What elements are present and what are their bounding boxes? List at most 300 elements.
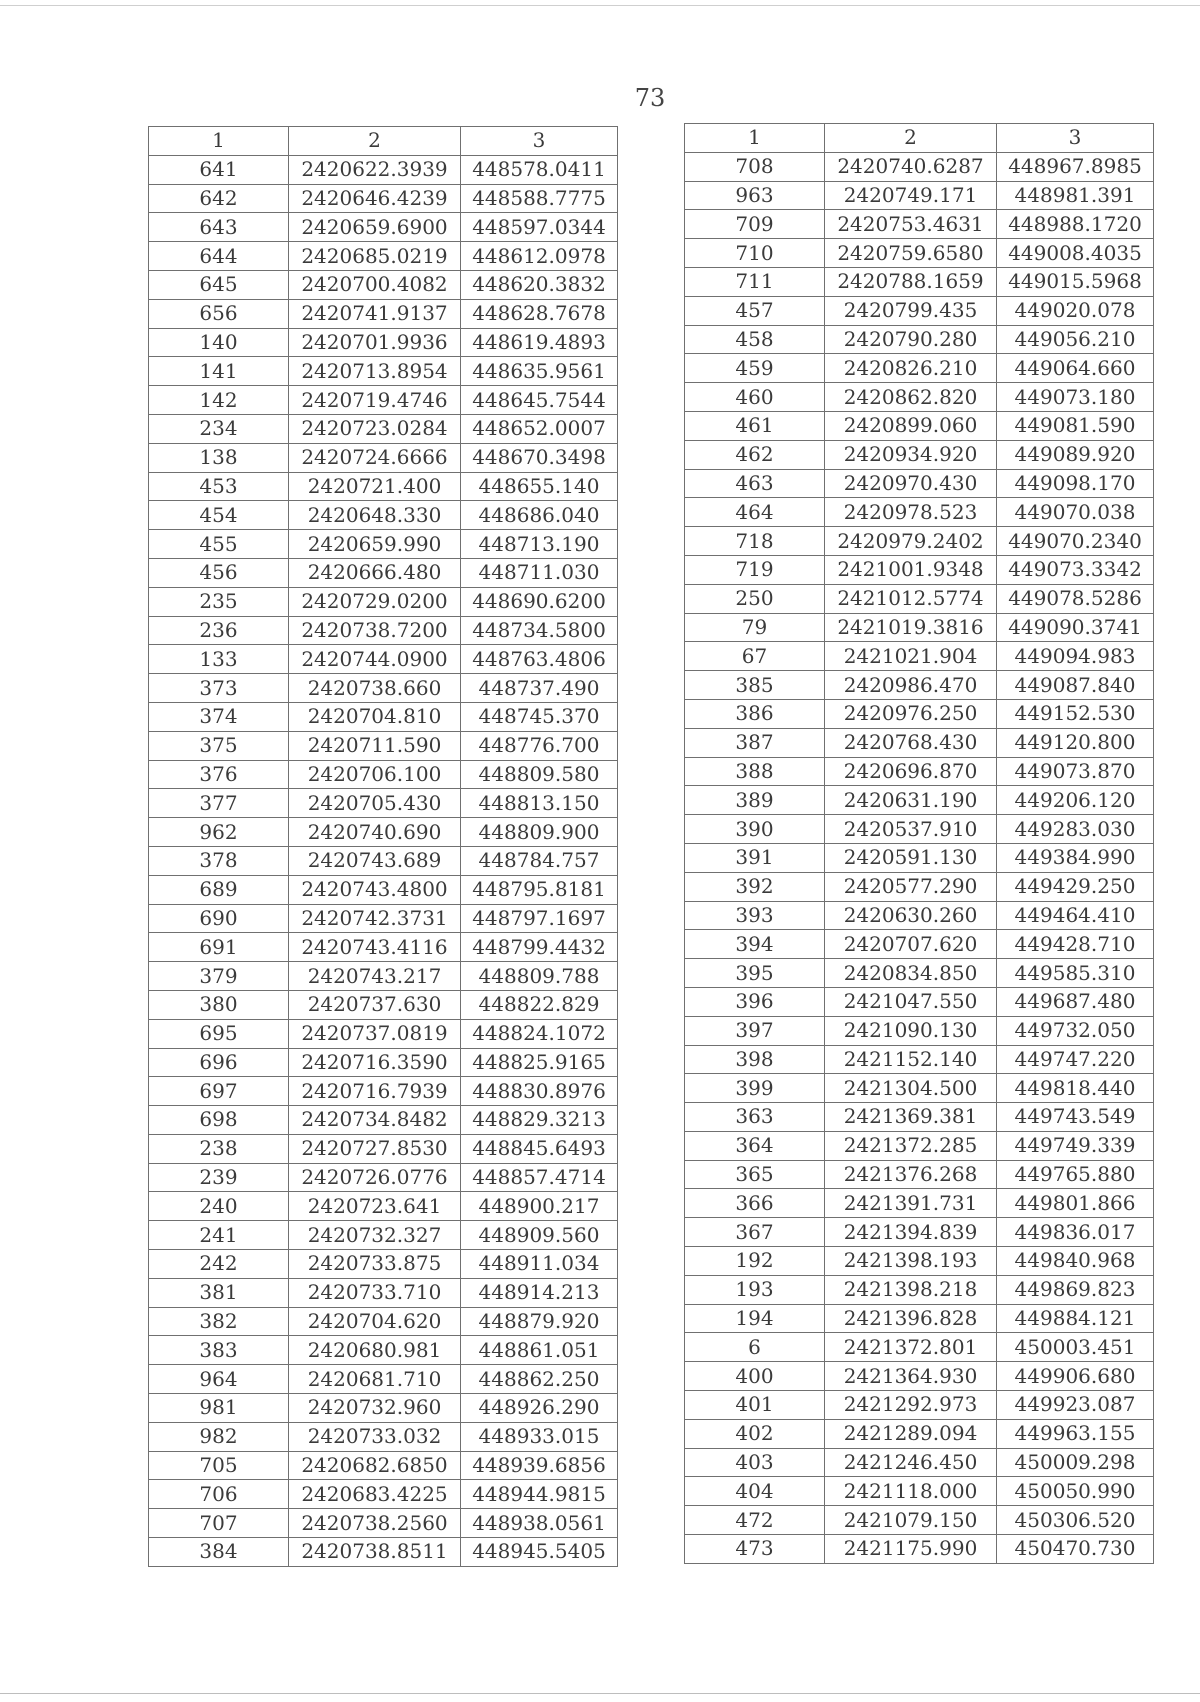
table-row [685, 959, 1154, 988]
table-row [685, 1275, 1154, 1304]
point-number-cell: 363 [685, 1103, 825, 1132]
table-row [685, 469, 1154, 498]
x-coordinate-cell: 2420799.435 [825, 296, 997, 325]
y-coordinate-cell: 448909.560 [461, 1221, 618, 1250]
x-coordinate-cell: 2420648.330 [289, 501, 461, 530]
column-header-point: 1 [685, 124, 825, 153]
point-number-cell: 141 [149, 357, 289, 386]
y-coordinate-cell: 449801.866 [997, 1189, 1154, 1218]
point-number-cell: 718 [685, 527, 825, 556]
point-number-cell: 706 [149, 1480, 289, 1509]
table-row [149, 1480, 618, 1509]
point-number-cell: 695 [149, 1019, 289, 1048]
y-coordinate-cell: 448690.6200 [461, 587, 618, 616]
y-coordinate-cell: 449906.680 [997, 1362, 1154, 1391]
x-coordinate-cell: 2420738.7200 [289, 616, 461, 645]
table-row [149, 789, 618, 818]
table-row [149, 587, 618, 616]
point-number-cell: 365 [685, 1160, 825, 1189]
x-coordinate-cell: 2421376.268 [825, 1160, 997, 1189]
y-coordinate-cell: 449464.410 [997, 901, 1154, 930]
x-coordinate-cell: 2420743.4800 [289, 875, 461, 904]
table-row [685, 555, 1154, 584]
y-coordinate-cell: 448857.4714 [461, 1163, 618, 1192]
point-number-cell: 236 [149, 616, 289, 645]
x-coordinate-cell: 2420716.3590 [289, 1048, 461, 1077]
table-row [149, 213, 618, 242]
table-row [149, 184, 618, 213]
y-coordinate-cell: 448619.4893 [461, 328, 618, 357]
y-coordinate-cell: 448799.4432 [461, 933, 618, 962]
table-row [149, 760, 618, 789]
point-number-cell: 463 [685, 469, 825, 498]
point-number-cell: 642 [149, 184, 289, 213]
x-coordinate-cell: 2421289.094 [825, 1419, 997, 1448]
point-number-cell: 239 [149, 1163, 289, 1192]
point-number-cell: 719 [685, 555, 825, 584]
y-coordinate-cell: 448711.030 [461, 558, 618, 587]
x-coordinate-cell: 2420737.630 [289, 990, 461, 1019]
table-row [149, 1163, 618, 1192]
x-coordinate-cell: 2421021.904 [825, 642, 997, 671]
point-number-cell: 696 [149, 1048, 289, 1077]
point-number-cell: 382 [149, 1307, 289, 1336]
y-coordinate-cell: 449836.017 [997, 1218, 1154, 1247]
point-number-cell: 374 [149, 702, 289, 731]
y-coordinate-cell: 449089.920 [997, 440, 1154, 469]
point-number-cell: 367 [685, 1218, 825, 1247]
table-row [685, 498, 1154, 527]
table-row [149, 990, 618, 1019]
table-row [149, 530, 618, 559]
point-number-cell: 462 [685, 440, 825, 469]
table-row [149, 558, 618, 587]
point-number-cell: 373 [149, 674, 289, 703]
x-coordinate-cell: 2420737.0819 [289, 1019, 461, 1048]
table-row [685, 757, 1154, 786]
y-coordinate-cell: 448737.490 [461, 674, 618, 703]
table-row [685, 1074, 1154, 1103]
point-number-cell: 235 [149, 587, 289, 616]
y-coordinate-cell: 448914.213 [461, 1278, 618, 1307]
point-number-cell: 404 [685, 1477, 825, 1506]
column-header-y: 3 [997, 124, 1154, 153]
x-coordinate-cell: 2420834.850 [825, 959, 997, 988]
x-coordinate-cell: 2421398.193 [825, 1247, 997, 1276]
table-row [685, 1304, 1154, 1333]
table-row [685, 1535, 1154, 1564]
scan-edge-bottom [0, 1693, 1200, 1694]
table-row [685, 383, 1154, 412]
y-coordinate-cell: 449963.155 [997, 1419, 1154, 1448]
y-coordinate-cell: 449020.078 [997, 296, 1154, 325]
point-number-cell: 391 [685, 843, 825, 872]
y-coordinate-cell: 448809.900 [461, 818, 618, 847]
y-coordinate-cell: 448670.3498 [461, 443, 618, 472]
point-number-cell: 377 [149, 789, 289, 818]
table-row [149, 1307, 618, 1336]
table-row [149, 1106, 618, 1135]
y-coordinate-cell: 448861.051 [461, 1336, 618, 1365]
x-coordinate-cell: 2421012.5774 [825, 584, 997, 613]
y-coordinate-cell: 449384.990 [997, 843, 1154, 872]
point-number-cell: 384 [149, 1538, 289, 1567]
x-coordinate-cell: 2420723.641 [289, 1192, 461, 1221]
point-number-cell: 238 [149, 1134, 289, 1163]
y-coordinate-cell: 449765.880 [997, 1160, 1154, 1189]
point-number-cell: 240 [149, 1192, 289, 1221]
table-header-row [685, 124, 1154, 153]
x-coordinate-cell: 2420723.0284 [289, 414, 461, 443]
point-number-cell: 375 [149, 731, 289, 760]
table-row [685, 1247, 1154, 1276]
x-coordinate-cell: 2420696.870 [825, 757, 997, 786]
y-coordinate-cell: 448797.1697 [461, 904, 618, 933]
table-row [685, 728, 1154, 757]
table-row [149, 616, 618, 645]
x-coordinate-cell: 2420705.430 [289, 789, 461, 818]
point-number-cell: 689 [149, 875, 289, 904]
y-coordinate-cell: 448900.217 [461, 1192, 618, 1221]
point-number-cell: 454 [149, 501, 289, 530]
y-coordinate-cell: 450470.730 [997, 1535, 1154, 1564]
x-coordinate-cell: 2420631.190 [825, 786, 997, 815]
table-row [149, 818, 618, 847]
x-coordinate-cell: 2421090.130 [825, 1016, 997, 1045]
point-number-cell: 455 [149, 530, 289, 559]
point-number-cell: 472 [685, 1506, 825, 1535]
point-number-cell: 691 [149, 933, 289, 962]
x-coordinate-cell: 2421369.381 [825, 1103, 997, 1132]
table-row [149, 472, 618, 501]
y-coordinate-cell: 449687.480 [997, 987, 1154, 1016]
x-coordinate-cell: 2420749.171 [825, 181, 997, 210]
point-number-cell: 460 [685, 383, 825, 412]
x-coordinate-cell: 2420646.4239 [289, 184, 461, 213]
point-number-cell: 397 [685, 1016, 825, 1045]
table-row [149, 702, 618, 731]
point-number-cell: 711 [685, 267, 825, 296]
x-coordinate-cell: 2420726.0776 [289, 1163, 461, 1192]
y-coordinate-cell: 449073.870 [997, 757, 1154, 786]
y-coordinate-cell: 449206.120 [997, 786, 1154, 815]
x-coordinate-cell: 2421292.973 [825, 1391, 997, 1420]
y-coordinate-cell: 449015.5968 [997, 267, 1154, 296]
table-row [149, 1250, 618, 1279]
table-row [685, 1362, 1154, 1391]
x-coordinate-cell: 2421304.500 [825, 1074, 997, 1103]
x-coordinate-cell: 2420706.100 [289, 760, 461, 789]
table-row [685, 671, 1154, 700]
point-number-cell: 399 [685, 1074, 825, 1103]
table-row [149, 674, 618, 703]
x-coordinate-cell: 2420978.523 [825, 498, 997, 527]
y-coordinate-cell: 448784.757 [461, 846, 618, 875]
table-row [685, 843, 1154, 872]
y-coordinate-cell: 449747.220 [997, 1045, 1154, 1074]
table-row [685, 527, 1154, 556]
y-coordinate-cell: 449120.800 [997, 728, 1154, 757]
point-number-cell: 644 [149, 242, 289, 271]
x-coordinate-cell: 2420738.660 [289, 674, 461, 703]
table-row [149, 1221, 618, 1250]
point-number-cell: 982 [149, 1422, 289, 1451]
y-coordinate-cell: 448655.140 [461, 472, 618, 501]
table-row [149, 1019, 618, 1048]
point-number-cell: 142 [149, 386, 289, 415]
point-number-cell: 388 [685, 757, 825, 786]
table-row [685, 613, 1154, 642]
y-coordinate-cell: 449094.983 [997, 642, 1154, 671]
table-row [685, 1189, 1154, 1218]
x-coordinate-cell: 2420713.8954 [289, 357, 461, 386]
y-coordinate-cell: 448588.7775 [461, 184, 618, 213]
coordinates-table-left [148, 126, 618, 1567]
point-number-cell: 403 [685, 1448, 825, 1477]
point-number-cell: 242 [149, 1250, 289, 1279]
y-coordinate-cell: 449585.310 [997, 959, 1154, 988]
scan-edge-top [0, 5, 1200, 6]
table-row [149, 1048, 618, 1077]
x-coordinate-cell: 2420733.875 [289, 1250, 461, 1279]
y-coordinate-cell: 449073.3342 [997, 555, 1154, 584]
table-row [685, 1333, 1154, 1362]
column-header-point: 1 [149, 127, 289, 156]
table-row [149, 1365, 618, 1394]
y-coordinate-cell: 448628.7678 [461, 299, 618, 328]
point-number-cell: 643 [149, 213, 289, 242]
point-number-cell: 645 [149, 270, 289, 299]
x-coordinate-cell: 2420666.480 [289, 558, 461, 587]
coordinates-table-right [684, 123, 1154, 1564]
point-number-cell: 964 [149, 1365, 289, 1394]
y-coordinate-cell: 448809.788 [461, 962, 618, 991]
table-row [149, 1509, 618, 1538]
y-coordinate-cell: 448829.3213 [461, 1106, 618, 1135]
x-coordinate-cell: 2421246.450 [825, 1448, 997, 1477]
table-row [685, 901, 1154, 930]
table-row [685, 1131, 1154, 1160]
x-coordinate-cell: 2420979.2402 [825, 527, 997, 556]
point-number-cell: 386 [685, 699, 825, 728]
point-number-cell: 690 [149, 904, 289, 933]
y-coordinate-cell: 448635.9561 [461, 357, 618, 386]
table-row [149, 1451, 618, 1480]
y-coordinate-cell: 448938.0561 [461, 1509, 618, 1538]
y-coordinate-cell: 449008.4035 [997, 239, 1154, 268]
x-coordinate-cell: 2420899.060 [825, 411, 997, 440]
point-number-cell: 398 [685, 1045, 825, 1074]
x-coordinate-cell: 2420740.690 [289, 818, 461, 847]
table-row [685, 930, 1154, 959]
point-number-cell: 473 [685, 1535, 825, 1564]
point-number-cell: 394 [685, 930, 825, 959]
x-coordinate-cell: 2421372.285 [825, 1131, 997, 1160]
x-coordinate-cell: 2420744.0900 [289, 645, 461, 674]
y-coordinate-cell: 448776.700 [461, 731, 618, 760]
table-row [149, 299, 618, 328]
point-number-cell: 459 [685, 354, 825, 383]
table-row [685, 815, 1154, 844]
y-coordinate-cell: 450009.298 [997, 1448, 1154, 1477]
point-number-cell: 366 [685, 1189, 825, 1218]
table-row [149, 357, 618, 386]
point-number-cell: 708 [685, 152, 825, 181]
y-coordinate-cell: 449732.050 [997, 1016, 1154, 1045]
table-row [149, 1394, 618, 1423]
table-row [149, 1134, 618, 1163]
point-number-cell: 453 [149, 472, 289, 501]
x-coordinate-cell: 2420630.260 [825, 901, 997, 930]
x-coordinate-cell: 2420738.2560 [289, 1509, 461, 1538]
table-row [685, 181, 1154, 210]
y-coordinate-cell: 448597.0344 [461, 213, 618, 242]
x-coordinate-cell: 2420743.689 [289, 846, 461, 875]
table-row [149, 1192, 618, 1221]
x-coordinate-cell: 2420659.990 [289, 530, 461, 559]
x-coordinate-cell: 2420727.8530 [289, 1134, 461, 1163]
point-number-cell: 389 [685, 786, 825, 815]
x-coordinate-cell: 2420733.710 [289, 1278, 461, 1307]
x-coordinate-cell: 2421394.839 [825, 1218, 997, 1247]
point-number-cell: 464 [685, 498, 825, 527]
point-number-cell: 393 [685, 901, 825, 930]
x-coordinate-cell: 2420707.620 [825, 930, 997, 959]
table-row [149, 846, 618, 875]
y-coordinate-cell: 448926.290 [461, 1394, 618, 1423]
x-coordinate-cell: 2420622.3939 [289, 155, 461, 184]
column-header-x: 2 [825, 124, 997, 153]
point-number-cell: 194 [685, 1304, 825, 1333]
y-coordinate-cell: 450306.520 [997, 1506, 1154, 1535]
point-number-cell: 364 [685, 1131, 825, 1160]
table-row [685, 1419, 1154, 1448]
table-row [149, 1278, 618, 1307]
x-coordinate-cell: 2421364.930 [825, 1362, 997, 1391]
table-row [685, 1045, 1154, 1074]
y-coordinate-cell: 449884.121 [997, 1304, 1154, 1333]
x-coordinate-cell: 2420683.4225 [289, 1480, 461, 1509]
x-coordinate-cell: 2421118.000 [825, 1477, 997, 1506]
point-number-cell: 401 [685, 1391, 825, 1420]
table-row [149, 731, 618, 760]
point-number-cell: 138 [149, 443, 289, 472]
point-number-cell: 396 [685, 987, 825, 1016]
x-coordinate-cell: 2420700.4082 [289, 270, 461, 299]
y-coordinate-cell: 449090.3741 [997, 613, 1154, 642]
x-coordinate-cell: 2421001.9348 [825, 555, 997, 584]
x-coordinate-cell: 2421372.801 [825, 1333, 997, 1362]
table-row [685, 210, 1154, 239]
y-coordinate-cell: 449064.660 [997, 354, 1154, 383]
point-number-cell: 387 [685, 728, 825, 757]
x-coordinate-cell: 2420741.9137 [289, 299, 461, 328]
point-number-cell: 698 [149, 1106, 289, 1135]
x-coordinate-cell: 2421398.218 [825, 1275, 997, 1304]
y-coordinate-cell: 448734.5800 [461, 616, 618, 645]
x-coordinate-cell: 2421079.150 [825, 1506, 997, 1535]
table-row [149, 875, 618, 904]
point-number-cell: 458 [685, 325, 825, 354]
y-coordinate-cell: 450003.451 [997, 1333, 1154, 1362]
table-row [685, 239, 1154, 268]
table-row [685, 1160, 1154, 1189]
table-row [149, 443, 618, 472]
point-number-cell: 383 [149, 1336, 289, 1365]
table-row [685, 440, 1154, 469]
table-row [685, 872, 1154, 901]
y-coordinate-cell: 448845.6493 [461, 1134, 618, 1163]
y-coordinate-cell: 450050.990 [997, 1477, 1154, 1506]
table-row [685, 584, 1154, 613]
table-row [149, 414, 618, 443]
x-coordinate-cell: 2420733.032 [289, 1422, 461, 1451]
point-number-cell: 395 [685, 959, 825, 988]
x-coordinate-cell: 2420732.960 [289, 1394, 461, 1423]
y-coordinate-cell: 448822.829 [461, 990, 618, 1019]
x-coordinate-cell: 2420680.981 [289, 1336, 461, 1365]
table-row [685, 354, 1154, 383]
y-coordinate-cell: 448830.8976 [461, 1077, 618, 1106]
point-number-cell: 241 [149, 1221, 289, 1250]
y-coordinate-cell: 448813.150 [461, 789, 618, 818]
table-row [685, 296, 1154, 325]
y-coordinate-cell: 449152.530 [997, 699, 1154, 728]
point-number-cell: 456 [149, 558, 289, 587]
y-coordinate-cell: 448645.7544 [461, 386, 618, 415]
x-coordinate-cell: 2420738.8511 [289, 1538, 461, 1567]
table-row [685, 1218, 1154, 1247]
x-coordinate-cell: 2420701.9936 [289, 328, 461, 357]
point-number-cell: 67 [685, 642, 825, 671]
table-row [149, 904, 618, 933]
x-coordinate-cell: 2420721.400 [289, 472, 461, 501]
table-row [685, 1103, 1154, 1132]
point-number-cell: 79 [685, 613, 825, 642]
y-coordinate-cell: 448795.8181 [461, 875, 618, 904]
x-coordinate-cell: 2420742.3731 [289, 904, 461, 933]
table-row [149, 1336, 618, 1365]
table-row [149, 1077, 618, 1106]
table-row [685, 1391, 1154, 1420]
x-coordinate-cell: 2420934.920 [825, 440, 997, 469]
y-coordinate-cell: 449056.210 [997, 325, 1154, 354]
table-row [685, 1016, 1154, 1045]
y-coordinate-cell: 449818.440 [997, 1074, 1154, 1103]
point-number-cell: 390 [685, 815, 825, 844]
y-coordinate-cell: 448879.920 [461, 1307, 618, 1336]
table-row [149, 962, 618, 991]
y-coordinate-cell: 449749.339 [997, 1131, 1154, 1160]
point-number-cell: 962 [149, 818, 289, 847]
x-coordinate-cell: 2420711.590 [289, 731, 461, 760]
y-coordinate-cell: 449869.823 [997, 1275, 1154, 1304]
point-number-cell: 981 [149, 1394, 289, 1423]
y-coordinate-cell: 449743.549 [997, 1103, 1154, 1132]
point-number-cell: 457 [685, 296, 825, 325]
y-coordinate-cell: 448824.1072 [461, 1019, 618, 1048]
y-coordinate-cell: 448763.4806 [461, 645, 618, 674]
x-coordinate-cell: 2420826.210 [825, 354, 997, 383]
y-coordinate-cell: 448933.015 [461, 1422, 618, 1451]
table-row [685, 642, 1154, 671]
point-number-cell: 379 [149, 962, 289, 991]
y-coordinate-cell: 448686.040 [461, 501, 618, 530]
x-coordinate-cell: 2420743.4116 [289, 933, 461, 962]
y-coordinate-cell: 449078.5286 [997, 584, 1154, 613]
x-coordinate-cell: 2420740.6287 [825, 152, 997, 181]
y-coordinate-cell: 448944.9815 [461, 1480, 618, 1509]
